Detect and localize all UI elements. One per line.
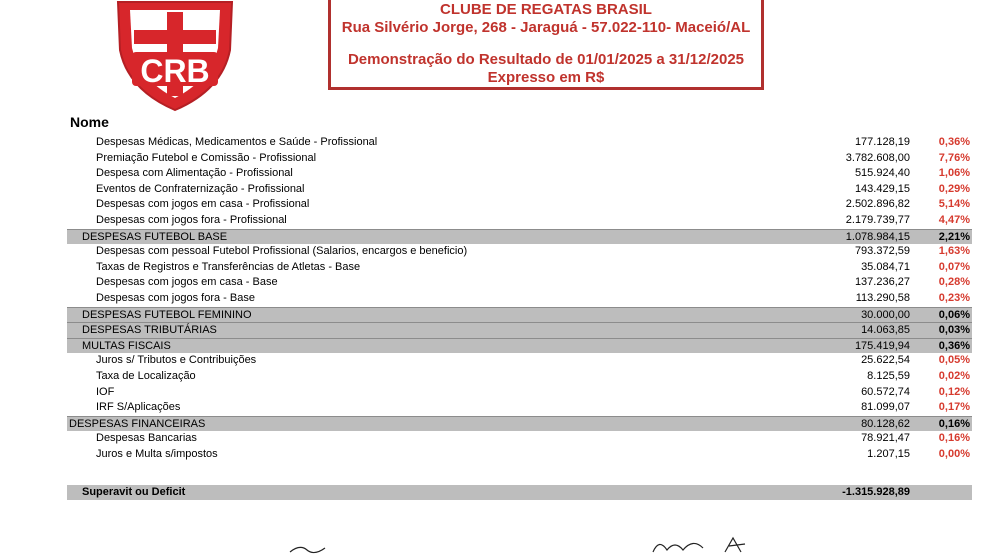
table-row: Despesas com pessoal Futebol Profissional (Salarios, encargos e beneficio) 793.372,59 1,63% [96, 245, 970, 258]
table-row: Despesas com jogos fora - Base 113.290,58 0,23% [96, 291, 970, 304]
signature-right [645, 536, 765, 554]
logo-text: CRB [140, 53, 210, 89]
group-row: DESPESAS FUTEBOL BASE 1.078.984,15 2,21% [67, 229, 972, 245]
table-row: Juros s/ Tributos e Contribuições 25.622,54 0,05% [96, 354, 970, 367]
club-name: CLUBE DE REGATAS BRASIL [440, 1, 652, 18]
group-row: DESPESAS TRIBUTÁRIAS 14.063,85 0,03% [67, 322, 972, 338]
table-row: Taxas de Registros e Transferências de Atletas - Base 35.084,71 0,07% [96, 260, 970, 273]
crb-logo [110, 0, 240, 112]
header-box [328, 0, 764, 90]
table-row: Despesa com Alimentação - Profissional 515.924,40 1,06% [96, 167, 970, 180]
table-row: Despesas com jogos em casa - Profissional 2.502.896,82 5,14% [96, 198, 970, 211]
table-row: Eventos de Confraternização - Profissional 143.429,15 0,29% [96, 182, 970, 195]
signature-left [285, 540, 345, 554]
table-row: IRF S/Aplicações 81.099,07 0,17% [96, 401, 970, 414]
total-row [67, 485, 972, 500]
table-row: Despesas com jogos fora - Profissional 2.179.739,77 4,47% [96, 213, 970, 226]
group-row: DESPESAS FINANCEIRAS 80.128,62 0,16% [69, 417, 970, 430]
table-row: Despesas com jogos em casa - Base 137.236,27 0,28% [96, 276, 970, 289]
statement-title: Demonstração do Resultado de 01/01/2025 a 31/12/2025 [347, 51, 745, 68]
table-row: Despesas Bancarias 78.921,47 0,16% [96, 432, 970, 445]
table-row: Juros e Multa s/impostos 1.207,15 0,00% [96, 447, 970, 460]
results-table [67, 135, 972, 462]
table-row: Despesas Médicas, Medicamentos e Saúde - Profissional 177.128,19 0,36% [96, 136, 970, 148]
currency-note: Expresso em R$ [487, 69, 605, 86]
group-row: DESPESAS FUTEBOL FEMININO 30.000,00 0,06% [67, 307, 972, 323]
club-address: Rua Silvério Jorge, 268 - Jaraguá - 57.022-110- Maceió/AL [341, 19, 751, 36]
table-row: IOF 60.572,74 0,12% [96, 385, 970, 398]
table-row: Taxa de Localização 8.125,59 0,02% [96, 369, 970, 382]
table-row: Premiação Futebol e Comissão - Profissional 3.782.608,00 7,76% [96, 151, 970, 164]
total-value: -1.315.928,89 [842, 486, 910, 498]
group-row: MULTAS FISCAIS 175.419,94 0,36% [67, 338, 972, 354]
total-label: Superavit ou Deficit [82, 486, 186, 498]
column-title: Nome [70, 114, 109, 130]
